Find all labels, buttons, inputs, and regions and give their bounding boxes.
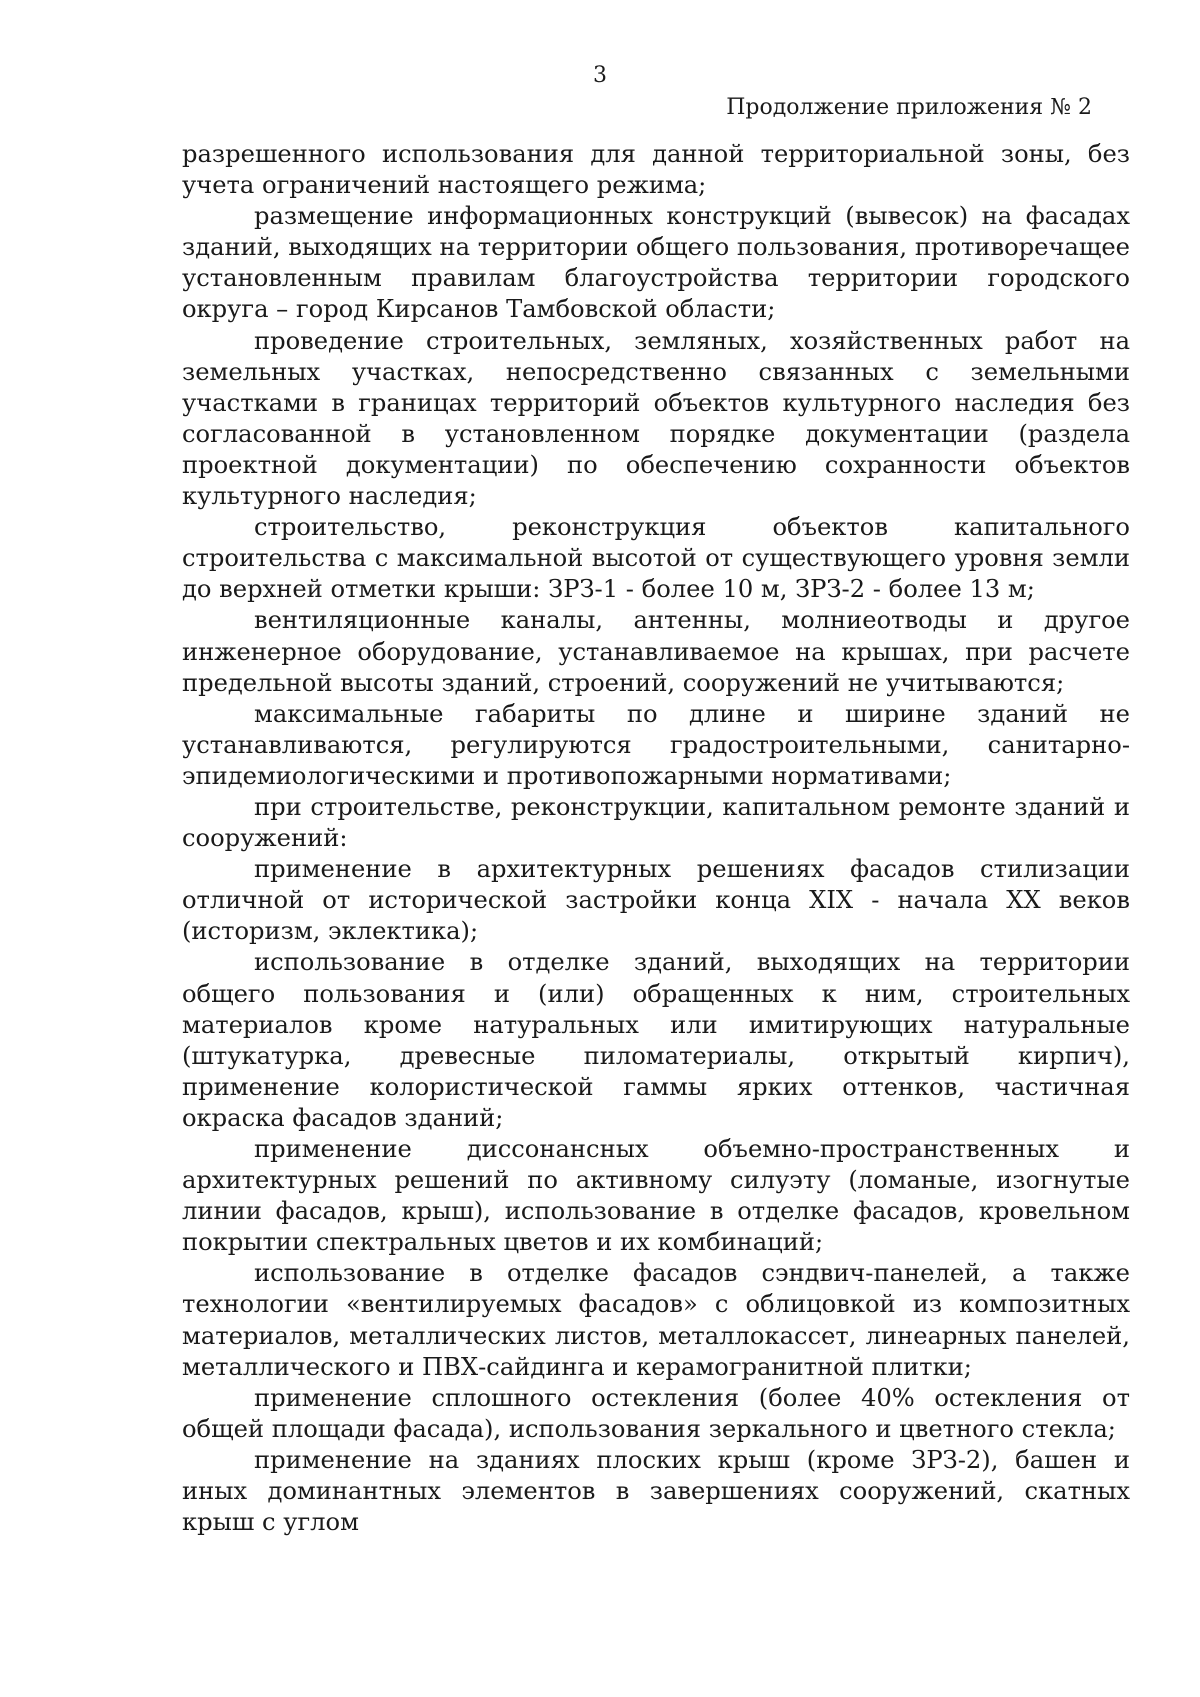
paragraph: использование в отделке зданий, выходящих на территории общего пользования и (или) обращенных к ним, строительных материалов кроме натуральных или имитирующих натуральные (штукатурка, древесные пиломатериалы, открытый кирпич), применение колористической гаммы ярких оттенков, частичная окраска фасадов зданий; (182, 948, 1130, 1132)
appendix-continuation-note: Продолжение приложения № 2 (726, 95, 1092, 120)
paragraph: применение сплошного остекления (более 40% остекления от общей площади фасада), использования зеркального и цветного стекла; (182, 1383, 1130, 1443)
paragraph: разрешенного использования для данной территориальной зоны, без учета ограничений настоящего режима; (182, 140, 1130, 200)
paragraph: использование в отделке фасадов сэндвич-панелей, а также технологии «вентилируемых фасадов» с облицовкой из композитных материалов, металлических листов, металлокассет, линеарных панелей, металлического и ПВХ-сайдинга и керамогранитной плитки; (182, 1259, 1130, 1381)
paragraph: применение диссонансных объемно-пространственных и архитектурных решений по активному силуэту (ломаные, изогнутые линии фасадов, крыш), использование в отделке фасадов, кровельном покрытии спектральных цветов и их комбинаций; (182, 1135, 1130, 1257)
paragraph: при строительстве, реконструкции, капитальном ремонте зданий и сооружений: (182, 792, 1130, 853)
paragraph: максимальные габариты по длине и ширине зданий не устанавливаются, регулируются градостроительными, санитарно-эпидемиологическими и противопожарными нормативами; (182, 699, 1130, 790)
paragraph: проведение строительных, земляных, хозяйственных работ на земельных участках, непосредственно связанных с земельными участками в границах территорий объектов культурного наследия без согласованной в установленном порядке документации (раздела проектной документации) по обеспечению сохранности объектов культурного наследия; (182, 326, 1130, 511)
paragraph: вентиляционные каналы, антенны, молниеотводы и другое инженерное оборудование, устанавливаемое на крышах, при расчете предельной высоты зданий, строений, сооружений не учитываются; (182, 606, 1130, 697)
paragraph: применение на зданиях плоских крыш (кроме ЗРЗ-2), башен и иных доминантных элементов в завершениях сооружений, скатных крыш с углом (182, 1445, 1130, 1537)
paragraph: строительство, реконструкция объектов капитального строительства с максимальной высотой от существующего уровня земли до верхней отметки крыши: ЗРЗ-1 - более 10 м, ЗРЗ-2 - более 13 м; (182, 513, 1130, 604)
document-body (182, 139, 1130, 1538)
paragraph: размещение информационных конструкций (вывесок) на фасадах зданий, выходящих на территории общего пользования, противоречащее установленным правилам благоустройства территории городского округа – город Кирсанов Тамбовской области; (182, 202, 1130, 324)
page-number: 3 (593, 63, 607, 88)
paragraph: применение в архитектурных решениях фасадов стилизации отличной от исторической застройки конца XIX - начала XX веков (историзм, эклектика); (182, 855, 1130, 946)
